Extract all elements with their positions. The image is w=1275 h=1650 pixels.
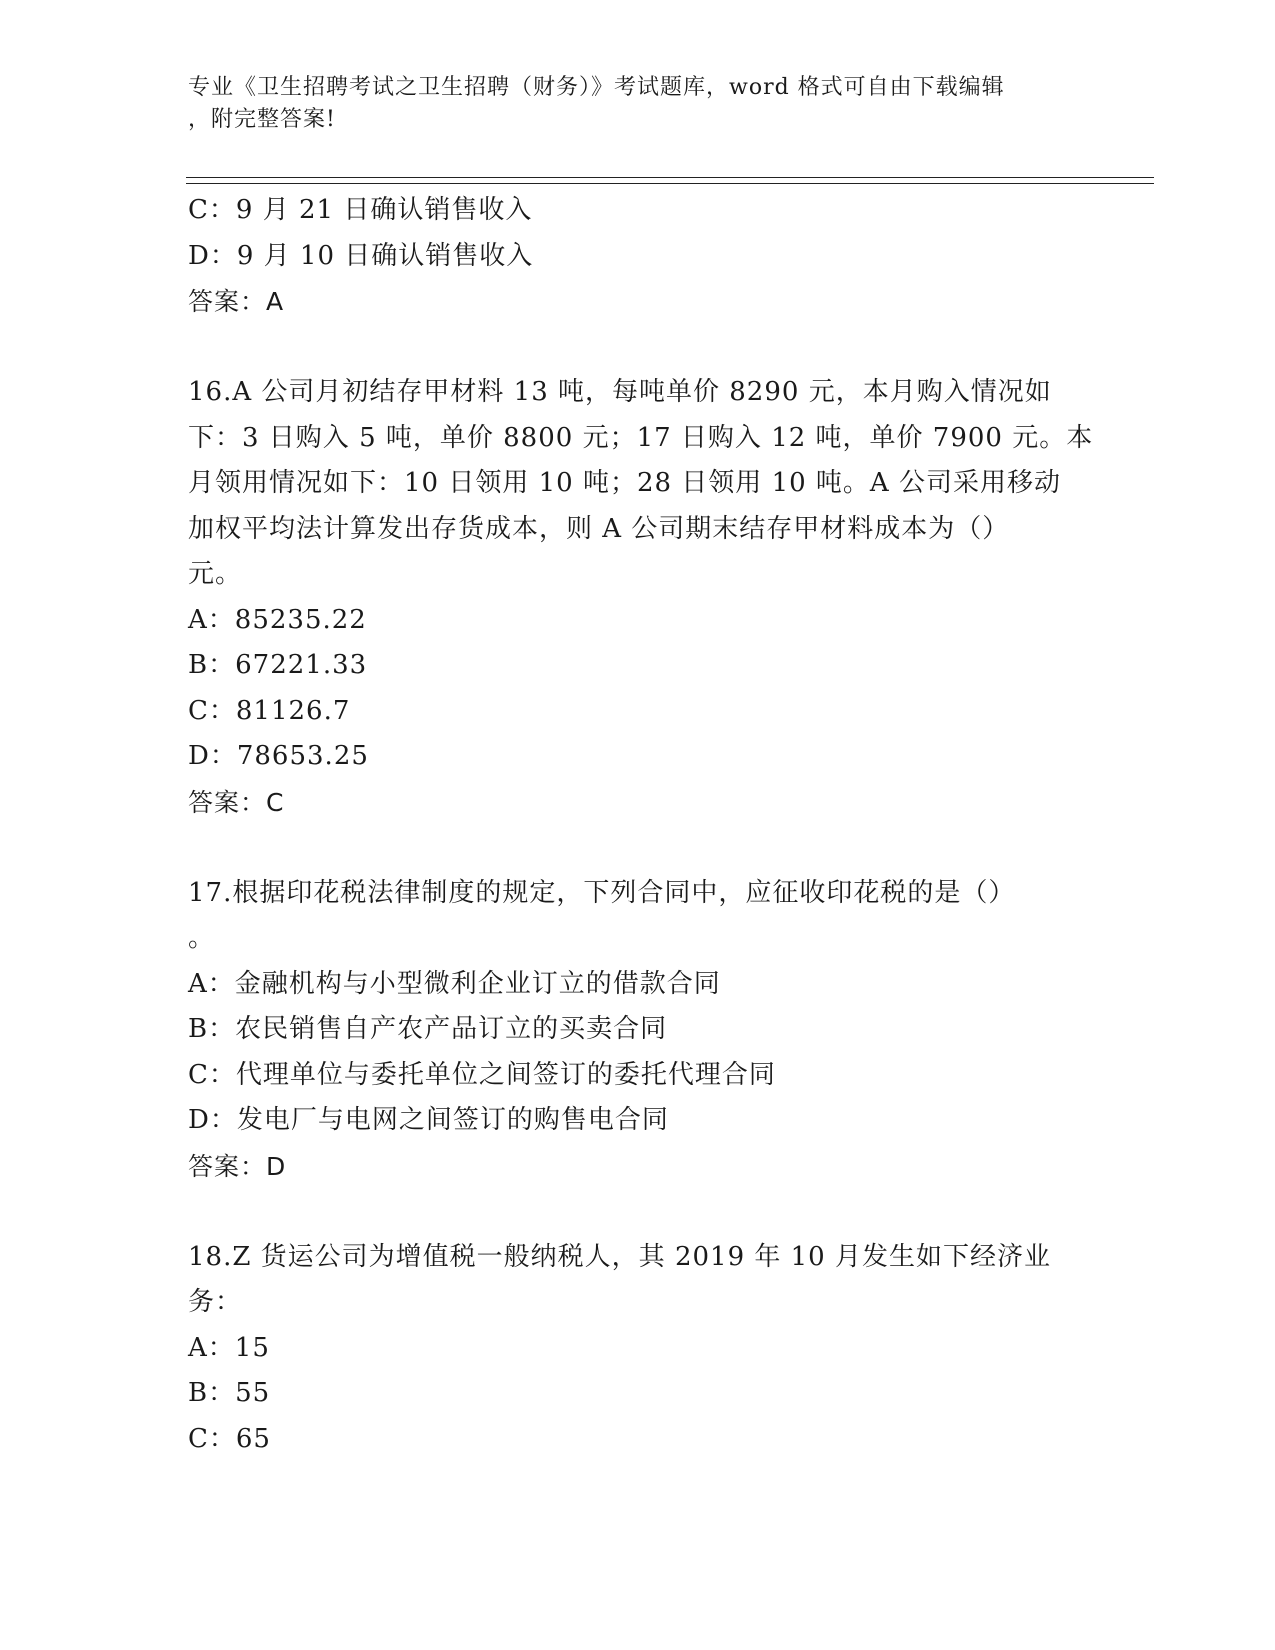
option-a: A：85235.22 <box>188 604 367 635</box>
question-text-line: 元。 <box>188 559 243 589</box>
question-text-line: 下：3 日购入 5 吨，单价 8800 元；17 日购入 12 吨，单价 7900 元。本 <box>188 422 1094 453</box>
question-text-line: 月领用情况如下：10 日领用 10 吨；28 日领用 10 吨。A 公司采用移动 <box>188 468 1061 498</box>
question-17 <box>188 871 1068 1190</box>
question-18 <box>188 1235 1068 1463</box>
option-a: A：金融机构与小型微利企业订立的借款合同 <box>188 968 721 999</box>
document-header <box>188 72 1068 136</box>
answer: 答案：A <box>188 287 285 316</box>
option-d: D：9 月 10 日确认销售收入 <box>188 240 534 271</box>
question-text-line: 17.根据印花税法律制度的规定，下列合同中，应征收印花税的是（） <box>188 877 1016 908</box>
option-a: A：15 <box>188 1332 270 1363</box>
header-line-2: ，附完整答案! <box>188 107 336 132</box>
question-text-line: 18.Z 货运公司为增值税一般纳税人，其 2019 年 10 月发生如下经济业 <box>188 1241 1051 1272</box>
option-c: C：代理单位与委托单位之间签订的委托代理合同 <box>188 1059 776 1090</box>
option-d: D：78653.25 <box>188 741 369 771</box>
question-text-line: 。 <box>188 923 216 953</box>
answer: 答案：C <box>188 787 285 817</box>
question-text-line: 务： <box>188 1287 243 1317</box>
question-list <box>188 188 1094 1462</box>
question-15-tail <box>188 188 1068 325</box>
header-divider-top <box>186 177 1154 178</box>
option-b: B：67221.33 <box>188 650 368 680</box>
question-16 <box>188 370 1094 825</box>
spacer <box>188 325 1068 371</box>
option-c: C：65 <box>188 1423 271 1454</box>
answer: 答案：D <box>188 1151 287 1181</box>
option-b: B：55 <box>188 1378 271 1408</box>
option-c: C：81126.7 <box>188 695 351 726</box>
question-text-line: 16.A 公司月初结存甲材料 13 吨，每吨单价 8290 元，本月购入情况如 <box>188 377 1052 407</box>
header-line-1: 专业《卫生招聘考试之卫生招聘（财务）》考试题库，word 格式可自由下载编辑 <box>188 75 1005 100</box>
spacer <box>188 825 1068 871</box>
option-b: B：农民销售自产农产品订立的买卖合同 <box>188 1014 668 1044</box>
header-divider-bottom <box>186 183 1154 184</box>
option-d: D：发电厂与电网之间签订的购售电合同 <box>188 1105 669 1135</box>
spacer <box>188 1189 1068 1235</box>
option-c: C：9 月 21 日确认销售收入 <box>188 195 533 225</box>
question-text-line: 加权平均法计算发出存货成本，则 A 公司期末结存甲材料成本为（） <box>188 513 1010 544</box>
